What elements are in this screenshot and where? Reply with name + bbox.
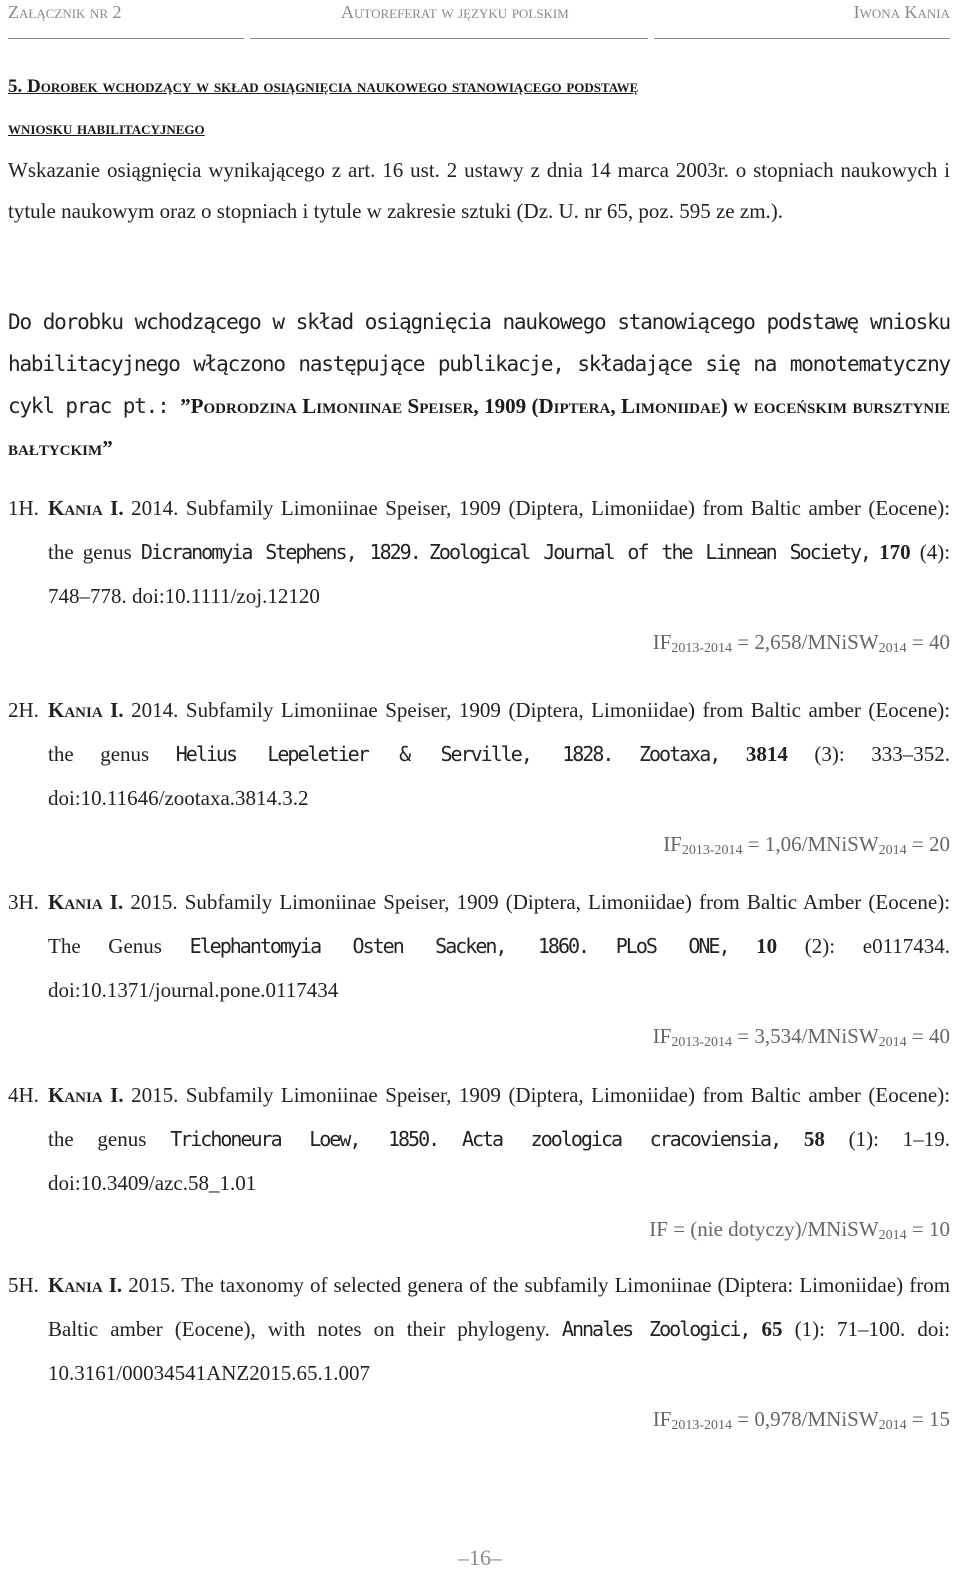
publication-citation	[48, 1263, 950, 1395]
publication-journal: Annales Zoologici,	[561, 1317, 750, 1341]
header-rule-gap	[648, 37, 654, 40]
publication-volume: 10	[756, 934, 778, 958]
publication-number: 4H.	[8, 1083, 39, 1107]
header-right: Iwona Kania	[853, 2, 950, 22]
section-number: 5.	[8, 76, 23, 97]
mnisw-points: = 15	[911, 1407, 950, 1431]
mnisw-year: 2014	[878, 1035, 907, 1050]
publication-entry	[8, 1073, 950, 1256]
publication-author: Kania I.	[48, 1273, 123, 1297]
publication-title: Subfamily Limoniinae Speiser, 1909 (Diptera, Limoniidae) from Baltic amber (Eocene): the genus	[48, 1083, 951, 1151]
if-years: 2013-2014	[671, 1035, 733, 1050]
if-value: = (nie dotyczy)/MNiSW	[673, 1217, 879, 1241]
if-label: IF	[652, 1024, 672, 1048]
publication-pages-doi: (1): 71–100. doi: 10.3161/00034541ANZ2015.65.1.007	[48, 1317, 951, 1385]
mnisw-year: 2014	[878, 843, 907, 858]
impact-factor	[8, 1399, 950, 1446]
publication-pages-doi: (4): 748–778. doi:10.1111/zoj.12120	[48, 540, 951, 608]
publication-number: 1H.	[8, 496, 39, 520]
publication-author: Kania I.	[48, 890, 124, 914]
publication-author: Kania I.	[48, 1083, 124, 1107]
publication-number: 5H.	[8, 1273, 39, 1297]
header-center: Autoreferat w języku polskim	[341, 2, 569, 22]
mnisw-year: 2014	[878, 1418, 907, 1433]
intro-text: Wskazanie osiągnięcia wynikającego z art. 16 ust. 2 ustawy z dnia 14 marca 2003r. o stopniach naukowych i tytule naukowym oraz o stopniach i tytule w zakresie sztuki (Dz. U. nr 65, poz. 595 ze zm.).	[8, 158, 950, 223]
mnisw-year: 2014	[878, 1228, 907, 1243]
section-title	[8, 66, 950, 150]
header-rule-gap	[244, 37, 250, 40]
mnisw-year: 2014	[878, 641, 907, 656]
publication-entry	[8, 880, 950, 1063]
if-value: = 0,978/MNiSW	[737, 1407, 879, 1431]
impact-factor	[8, 622, 950, 669]
publication-genus: Helius Lepeletier & Serville, 1828.	[175, 742, 613, 766]
header-rule	[8, 38, 950, 39]
section-title-line2: wniosku habilitacyjnego	[8, 118, 205, 139]
publication-number: 2H.	[8, 698, 39, 722]
publication-journal: Acta zoologica cracoviensia,	[461, 1127, 781, 1151]
section-title-line1: Dorobek wchodzący w skład osiągnięcia naukowego stanowiącego podstawę	[27, 76, 639, 97]
publication-citation	[48, 486, 950, 618]
paragraph-text: Do dorobku wchodzącego w skład osiągnięcia naukowego stanowiącego podstawę wniosku habilitacyjnego włączono następujące publikacje, składające się na monotematyczny cykl prac pt.:	[8, 310, 950, 418]
publication-citation	[48, 688, 950, 820]
publication-pages-doi: (3): 333–352. doi:10.11646/zootaxa.3814.3.2	[48, 742, 951, 810]
publication-year: 2014.	[131, 496, 179, 520]
publication-journal: PLoS ONE,	[615, 934, 729, 958]
publication-genus: Trichoneura Loew, 1850.	[170, 1127, 439, 1151]
publication-volume: 58	[803, 1127, 825, 1151]
if-value: = 2,658/MNiSW	[737, 630, 879, 654]
if-years: 2013-2014	[681, 843, 743, 858]
if-years: 2013-2014	[671, 641, 733, 656]
publication-volume: 3814	[745, 742, 788, 766]
publication-journal: Zoological Journal of the Linnean Society,	[428, 540, 870, 564]
publication-year: 2015.	[128, 1273, 176, 1297]
page-number: –16–	[458, 1545, 502, 1570]
if-label: IF	[652, 1407, 672, 1431]
publication-journal: Zootaxa,	[638, 742, 720, 766]
mnisw-points: = 40	[911, 630, 950, 654]
header-left: Załącznik nr 2	[8, 2, 122, 22]
publication-year: 2014.	[131, 698, 179, 722]
impact-factor	[8, 1016, 950, 1063]
quote-open: ”	[180, 394, 191, 418]
publication-title: Subfamily Limoniinae Speiser, 1909 (Diptera, Limoniidae) from Baltic amber (Eocene): the genus	[48, 496, 951, 564]
publication-title: Subfamily Limoniinae Speiser, 1909 (Diptera, Limoniidae) from Baltic Amber (Eocene): The Genus	[48, 890, 951, 958]
if-label: IF	[649, 1217, 668, 1241]
mnisw-points: = 10	[911, 1217, 950, 1241]
publication-year: 2015.	[130, 890, 178, 914]
publication-author: Kania I.	[48, 698, 124, 722]
page-header	[8, 0, 950, 36]
mnisw-points: = 40	[911, 1024, 950, 1048]
publication-entry	[8, 688, 950, 871]
quote-close: ”	[102, 436, 113, 460]
publication-volume: 65	[761, 1317, 783, 1341]
publication-title: The taxonomy of selected genera of the subfamily Limoniinae (Diptera: Limoniidae) from Baltic amber (Eocene), with notes on their phylogeny.	[48, 1273, 951, 1341]
publication-entry	[8, 486, 950, 669]
cycle-paragraph	[8, 301, 950, 469]
publication-author: Kania I.	[48, 496, 124, 520]
publication-volume: 170	[879, 540, 911, 564]
publication-genus: Dicranomyia Stephens, 1829.	[140, 540, 420, 564]
if-value: = 3,534/MNiSW	[737, 1024, 879, 1048]
cycle-title: Podrodzina Limoniinae Speiser, 1909 (Diptera, Limoniidae) w eoceńskim bursztynie bałtyckim	[8, 394, 950, 460]
publication-citation	[48, 880, 950, 1012]
publication-title: Subfamily Limoniinae Speiser, 1909 (Diptera, Limoniidae) from Baltic amber (Eocene): the genus	[48, 698, 951, 766]
if-value: = 1,06/MNiSW	[747, 832, 879, 856]
publication-pages-doi: (2): e0117434. doi:10.1371/journal.pone.0117434	[48, 934, 951, 1002]
if-label: IF	[663, 832, 682, 856]
if-label: IF	[652, 630, 672, 654]
if-years: 2013-2014	[671, 1418, 733, 1433]
publication-pages-doi: (1): 1–19. doi:10.3409/azc.58_1.01	[48, 1127, 950, 1195]
publication-year: 2015.	[131, 1083, 179, 1107]
impact-factor	[8, 824, 950, 871]
publication-genus: Elephantomyia Osten Sacken, 1860.	[189, 934, 589, 958]
publication-entry	[8, 1263, 950, 1446]
mnisw-points: = 20	[911, 832, 950, 856]
publication-citation	[48, 1073, 950, 1205]
publication-number: 3H.	[8, 890, 39, 914]
impact-factor	[8, 1209, 950, 1256]
